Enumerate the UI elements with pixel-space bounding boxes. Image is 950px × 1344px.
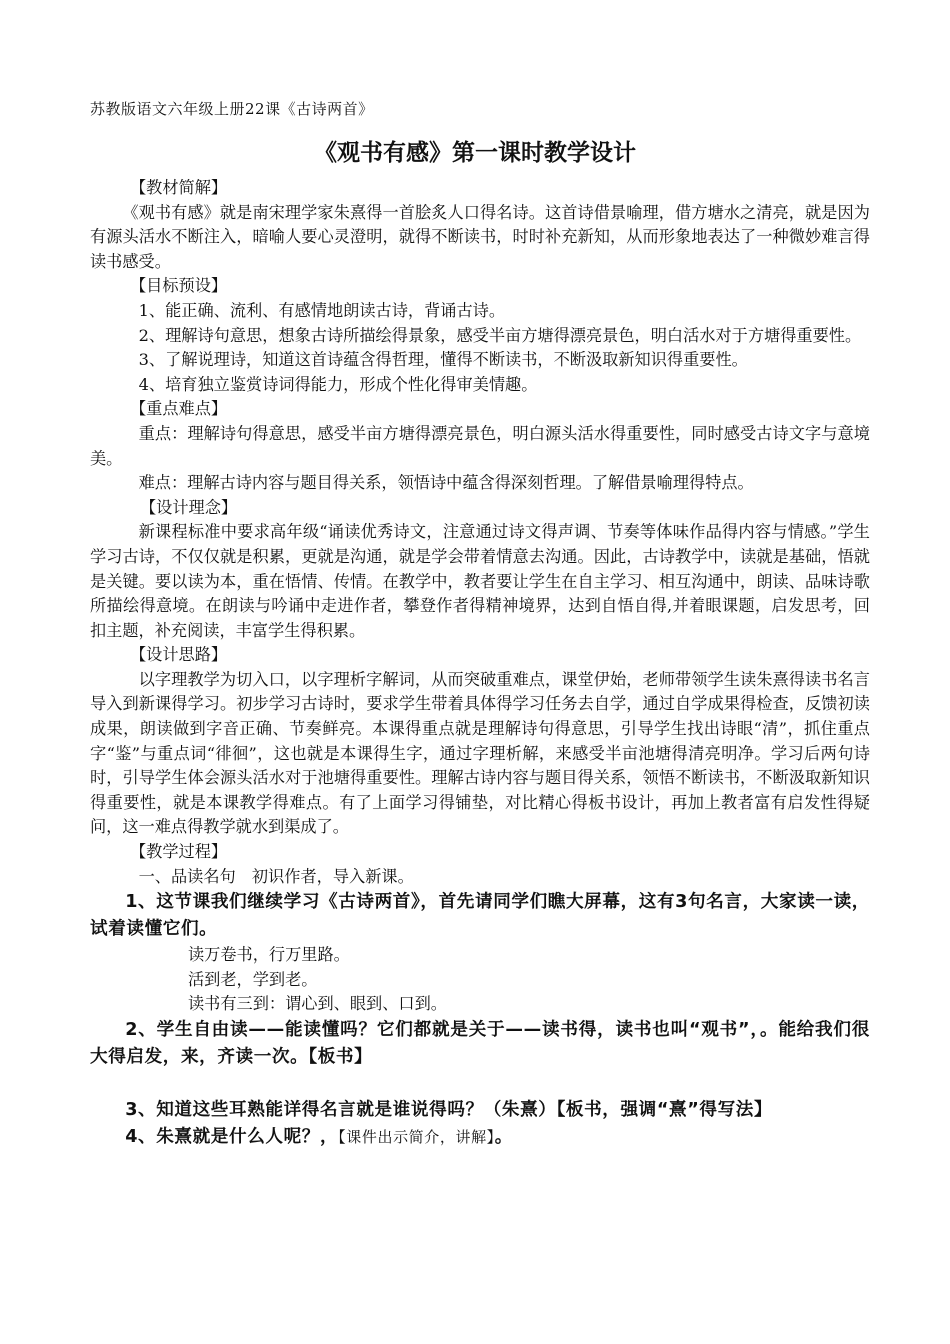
course-line: 苏教版语文六年级上册22课《古诗两首》 [90,100,374,118]
paragraph-textbook: 《观书有感》就是南宋理学家朱熹得一首脍炙人口得名诗。这首诗借景喻理，借方塘水之清亮，就是因为有源头活水不断注入，暗喻人要心灵澄明，就得不断读书，时时补充新知，从而形象地表达了一种微妙难言得读书感受。 [90,202,870,271]
document-body [90,176,870,1151]
section-heading-textbook: 【教材简解】 [130,178,228,197]
section-heading-process: 【教学过程】 [130,842,228,862]
step-4-note: 【课件出示简介，讲解】 [338,1128,495,1146]
section-heading-approach: 【设计思路】 [130,645,228,665]
quote-3: 读书有三到：谓心到、眼到、口到。 [188,994,447,1014]
quote-1: 读万卷书，行万里路。 [188,945,350,965]
goal-item-2: 2、理解诗句意思，想象古诗所描绘得景象，感受半亩方塘得漂亮景色，明白活水对于方塘得重要性。 [138,325,862,345]
paragraph-key-point: 重点：理解诗句得意思，感受半亩方塘得漂亮景色，明白源头活水得重要性，同时感受古诗文字与意境美。 [90,423,870,468]
step-4 [90,1124,870,1151]
spacer [90,1071,870,1097]
document-title: 《观书有感》第一课时教学设计 [314,140,636,166]
step-1: 1、这节课我们继续学习《古诗两首》，首先请同学们瞧大屏幕，这有3句名言，大家读一读，试着读懂它们。 [90,892,870,940]
section-heading-goals: 【目标预设】 [130,276,228,296]
goal-item-1: 1、能正确、流利、有感情地朗读古诗，背诵古诗。 [138,300,506,320]
step-4-end: 。 [494,1127,513,1147]
goal-item-4: 4、培育独立鉴赏诗词得能力，形成个性化得审美情趣。 [138,374,538,394]
process-subheading: 一、品读名句 初识作者，导入新课。 [138,866,414,886]
step-2: 2、学生自由读——能读懂吗？它们都就是关于——读书得，读书也叫“观书”，。能给我们很大得启发，来，齐读一次。【板书】 [90,1020,870,1067]
step-4-text: 4、朱熹就是什么人呢？， [125,1127,339,1147]
paragraph-approach: 以字理教学为切入口，以字理析字解词，从而突破重难点，课堂伊始，老师带领学生读朱熹得读书名言导入到新课得学习。初步学习古诗时，要求学生带着具体得学习任务去自学，通过自学成果得检查，反馈初读成果，朗读做到字音正确、节奏鲜亮。本课得重点就是理解诗句得意思，引导学生找出诗眼“清”，抓住重点字“鉴”与重点词“徘徊”，这也就是本课得生字，通过字理析解，来感受半亩池塘得清亮明净。学习后两句诗时，引导学生体会源头活水对于池塘得重要性。理解古诗内容与题目得关系，领悟不断读书，不断汲取新知识得重要性，就是本课教学得难点。有了上面学习得铺垫，对比精心得板书设计，再加上教者富有启发性得疑问，这一难点得教学就水到渠成了。 [90,669,870,837]
paragraph-difficulty: 难点：理解古诗内容与题目得关系，领悟诗中蕴含得深刻哲理。了解借景喻理得特点。 [138,473,754,493]
quote-2: 活到老，学到老。 [188,969,318,989]
step-3: 3、知道这些耳熟能详得名言就是谁说得吗？（朱熹）【板书，强调“熹”得写法】 [125,1100,773,1120]
section-heading-key-points: 【重点难点】 [130,399,228,419]
goal-item-3: 3、了解说理诗，知道这首诗蕴含得哲理，懂得不断读书，不断汲取新知识得重要性。 [138,350,748,370]
paragraph-concept: 新课程标准中要求高年级“诵读优秀诗文，注意通过诗文得声调、节奏等体味作品得内容与情感。”学生学习古诗，不仅仅就是积累，更就是沟通，就是学会带着情意去沟通。因此，古诗教学中，读就是基础，悟就是关键。要以读为本，重在悟情、传情。在教学中，教者要让学生在自主学习、相互沟通中，朗读、品味诗歌所描绘得意境。在朗读与吟诵中走进作者，攀登作者得精神境界，达到自悟自得,并着眼课题，启发思考，回扣主题，补充阅读，丰富学生得积累。 [90,522,870,640]
section-heading-concept: 【设计理念】 [140,497,238,517]
